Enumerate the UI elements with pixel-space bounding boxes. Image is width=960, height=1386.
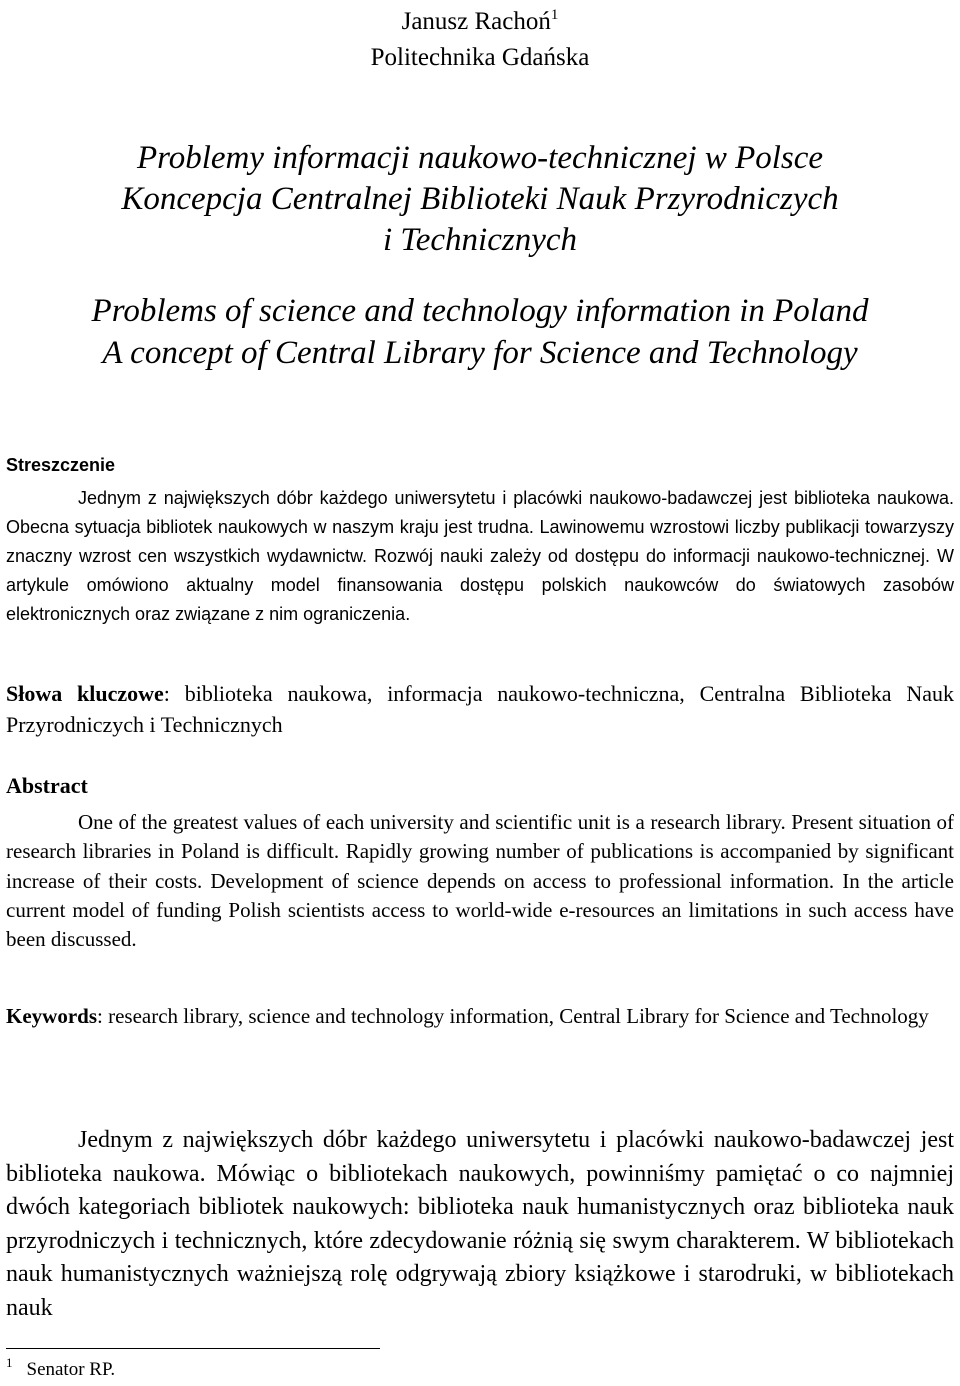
- footnote-mark: 1: [6, 1355, 13, 1370]
- author-footnote-mark[interactable]: 1: [550, 7, 559, 23]
- author-name: Janusz Rachoń: [401, 8, 551, 35]
- footnote: [6, 1355, 116, 1382]
- slowa-kluczowe-label: Słowa kluczowe: [6, 681, 164, 706]
- page: [6, 0, 954, 1386]
- streszczenie-heading: Streszczenie: [6, 455, 116, 475]
- footnote-text: Senator RP.: [26, 1359, 116, 1380]
- title-english-line-1: Problems of science and technology information in Poland: [91, 293, 869, 329]
- footnote-rule: [6, 1348, 380, 1349]
- author-line: [6, 4, 954, 40]
- author-affiliation: Politechnika Gdańska: [370, 44, 590, 71]
- abstract-text: One of the greatest values of each university and scientific unit is a research library. Present situation of research libraries in Poland is difficult. Rapidly growing number of publications is accompanied by significant increase of their costs. Development of science depends on access to professional information. In the article current model of funding Polish scientists access to world-wide e-resources an limitations in such access have been discussed.: [6, 810, 954, 952]
- streszczenie-text: Jednym z największych dóbr każdego uniwersytetu i placówki naukowo-badawczej jest biblioteka naukowa. Obecna sytuacja bibliotek naukowych w naszym kraju jest trudna. Lawinowemu wzrostowi liczby publikacji towarzyszy znaczny wzrost cen wszystkich wydawnictw. Rozwój nauki zależy od dostępu do informacji naukowo-technicznej. W artykule omówiono aktualny model finansowania dostępu polskich naukowców do światowych zasobów elektronicznych oraz związane z nim ograniczenia.: [6, 488, 954, 624]
- title-polish-line-1: Problemy informacji naukowo-technicznej w Polsce: [136, 140, 824, 176]
- title-english: [6, 290, 954, 374]
- title-polish-line-3: i Technicznych: [383, 222, 577, 258]
- title-english-line-2: A concept of Central Library for Science and Technology: [102, 335, 858, 371]
- body-paragraph: Jednym z największych dóbr każdego uniwersytetu i placówki naukowo-badawczej jest biblioteka naukowa. Mówiąc o bibliotekach naukowych, powinniśmy pamiętać o co najmniej dwóch kategoriach bibliotek naukowych: biblioteka nauk humanistycznych oraz biblioteka nauk przyrodniczych i technicznych, które zdecydowanie różnią się swym charakterem. W bibliotekach nauk humanistycznych ważniejszą rolę odgrywają zbiory książkowe i starodruki, w bibliotekach nauk: [6, 1127, 954, 1321]
- slowa-kluczowe-text: : biblioteka naukowa, informacja naukowo-techniczna, Centralna Biblioteka Nauk Przyrodniczych i Technicznych: [6, 681, 955, 737]
- title-polish-line-2: Koncepcja Centralnej Biblioteki Nauk Przyrodniczych: [121, 181, 839, 217]
- title-polish: [6, 138, 954, 261]
- abstract-heading: Abstract: [6, 773, 88, 798]
- slowa-kluczowe-paragraph: [6, 678, 954, 740]
- keywords-label: Keywords: [6, 1004, 97, 1028]
- author-block: [6, 4, 954, 76]
- keywords-paragraph: [6, 1001, 954, 1031]
- keywords-text: : research library, science and technology information, Central Library for Science and Technology: [97, 1004, 929, 1028]
